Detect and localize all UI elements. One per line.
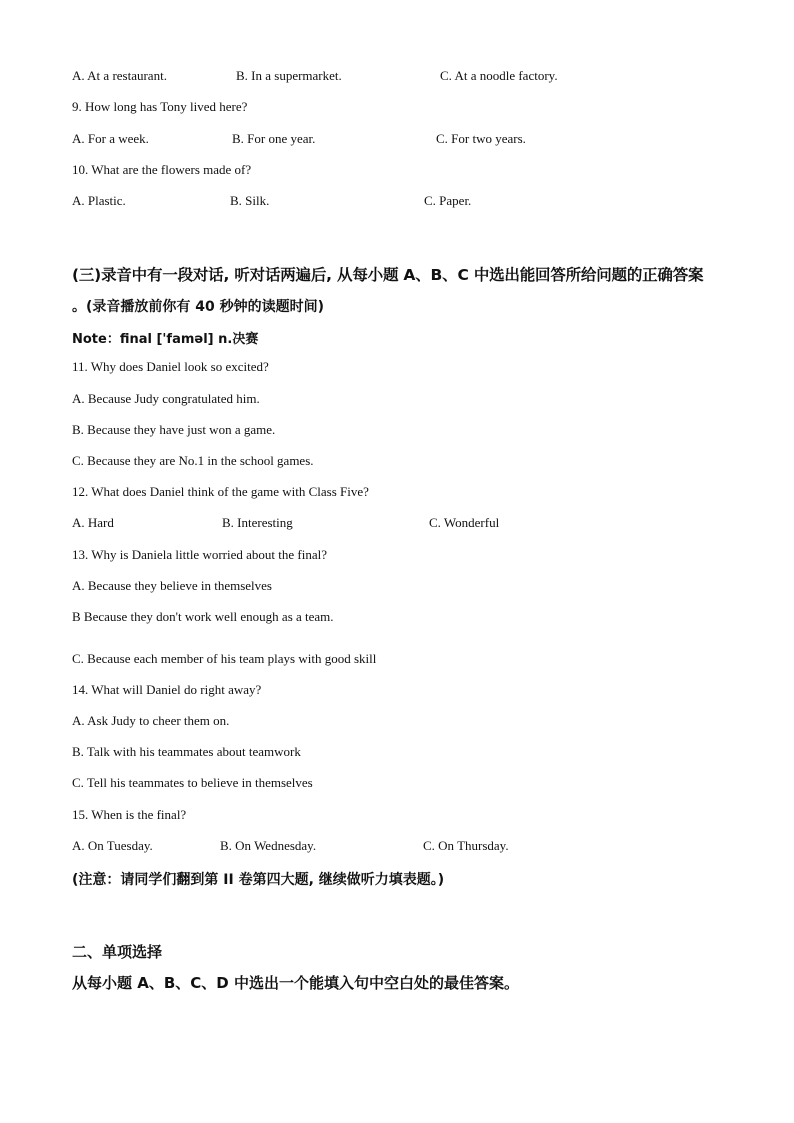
q14-question: 14. What will Daniel do right away? (72, 682, 262, 697)
part2-title: 二、单项选择 (72, 943, 163, 961)
q8-option-c: C. At a noodle factory. (440, 68, 558, 83)
q11-question: 11. Why does Daniel look so excited? (72, 359, 269, 374)
q15-question: 15. When is the final? (72, 807, 187, 822)
q12-option-b: B. Interesting (222, 515, 293, 530)
q13-option-a: A. Because they believe in themselves (72, 578, 272, 593)
section3-heading-line2: 。(录音播放前你有 40 秒钟的读题时间) (72, 299, 325, 315)
q9-option-a: A. For a week. (72, 131, 149, 146)
q11-option-b: B. Because they have just won a game. (72, 422, 276, 437)
q12-option-c: C. Wonderful (429, 515, 500, 530)
q12-option-a: A. Hard (72, 515, 114, 530)
q13-question: 13. Why is Daniela little worried about the final? (72, 547, 327, 562)
q9-option-c: C. For two years. (436, 131, 526, 146)
q12-question: 12. What does Daniel think of the game with Class Five? (72, 484, 369, 499)
q9-question: 9. How long has Tony lived here? (72, 99, 248, 114)
q14-option-c: C. Tell his teammates to believe in themselves (72, 775, 313, 790)
q10-option-b: B. Silk. (230, 193, 270, 208)
q15-option-c: C. On Thursday. (423, 838, 509, 853)
section3-note: Note：final ['faməl] n.决赛 (72, 332, 259, 347)
q11-option-c: C. Because they are No.1 in the school games. (72, 453, 314, 468)
q10-question: 10. What are the flowers made of? (72, 162, 252, 177)
q9-option-b: B. For one year. (232, 131, 316, 146)
q14-option-b: B. Talk with his teammates about teamwork (72, 744, 301, 759)
q13-option-b: B Because they don't work well enough as a team. (72, 609, 334, 624)
q8-option-a: A. At a restaurant. (72, 68, 167, 83)
q11-option-a: A. Because Judy congratulated him. (72, 391, 260, 406)
section3-heading-line1: (三)录音中有一段对话, 听对话两遍后, 从每小题 A、B、C 中选出能回答所给问题的正确答案 (72, 266, 704, 284)
q10-option-a: A. Plastic. (72, 193, 126, 208)
q8-option-b: B. In a supermarket. (236, 68, 342, 83)
q15-option-b: B. On Wednesday. (220, 838, 317, 853)
part2-instruction: 从每小题 A、B、C、D 中选出一个能填入句中空白处的最佳答案。 (72, 974, 519, 992)
q13-option-c: C. Because each member of his team plays with good skill (72, 651, 377, 666)
notice-text: (注意：请同学们翻到第 II 卷第四大题, 继续做听力填表题。) (72, 872, 445, 888)
q14-option-a: A. Ask Judy to cheer them on. (72, 713, 230, 728)
q10-option-c: C. Paper. (424, 193, 472, 208)
q15-option-a: A. On Tuesday. (72, 838, 153, 853)
